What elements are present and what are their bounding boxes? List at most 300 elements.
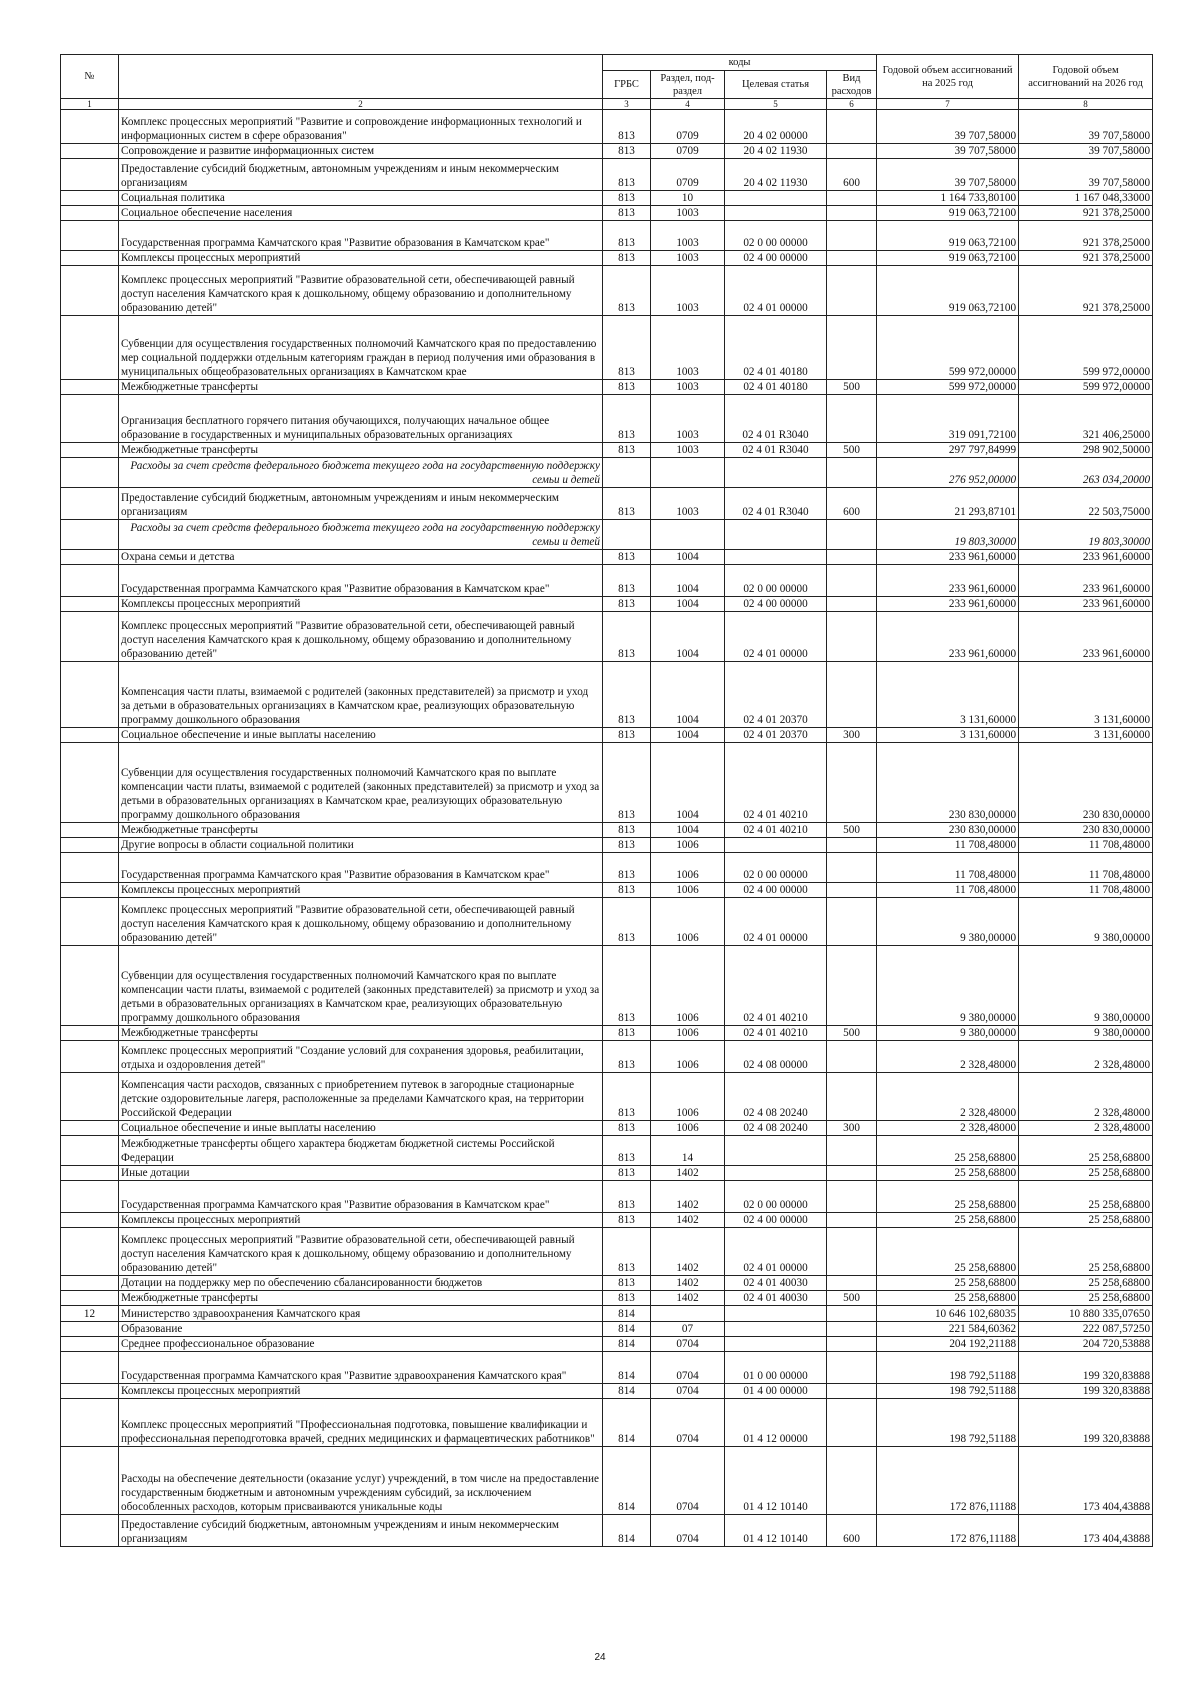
row-name: Государственная программа Камчатского края "Развитие образования в Камчатском крае" — [119, 565, 603, 597]
row-grbs: 813 — [603, 1136, 651, 1166]
row-target-article — [725, 838, 827, 853]
row-amount-2025: 25 258,68800 — [877, 1213, 1019, 1228]
row-target-article: 01 4 12 10140 — [725, 1515, 827, 1547]
row-section: 1402 — [651, 1228, 725, 1276]
row-name: Социальное обеспечение и иные выплаты населению — [119, 728, 603, 743]
row-section — [651, 458, 725, 488]
row-expense-kind — [827, 612, 877, 662]
row-name: Государственная программа Камчатского края "Развитие здравоохранения Камчатского края" — [119, 1352, 603, 1384]
col-2026-header: Годовой объем ассигнований на 2026 год — [1019, 55, 1153, 99]
row-name: Предоставление субсидий бюджетным, автономным учреждениям и иным некоммерческим организациям — [119, 1515, 603, 1547]
row-amount-2026: 199 320,83888 — [1019, 1384, 1153, 1399]
row-name: Социальная политика — [119, 191, 603, 206]
row-target-article: 02 4 01 40030 — [725, 1276, 827, 1291]
row-expense-kind — [827, 946, 877, 1026]
row-expense-kind — [827, 898, 877, 946]
row-target-article: 02 4 00 00000 — [725, 251, 827, 266]
row-section: 14 — [651, 1136, 725, 1166]
row-section: 0704 — [651, 1515, 725, 1547]
row-section: 0704 — [651, 1337, 725, 1352]
row-amount-2026: 199 320,83888 — [1019, 1399, 1153, 1447]
row-amount-2026: 19 803,30000 — [1019, 520, 1153, 550]
row-target-article — [725, 1136, 827, 1166]
row-grbs: 813 — [603, 1291, 651, 1306]
row-target-article: 01 4 00 00000 — [725, 1384, 827, 1399]
row-grbs: 813 — [603, 946, 651, 1026]
row-section: 0709 — [651, 110, 725, 144]
row-target-article: 02 4 01 20370 — [725, 662, 827, 728]
row-expense-kind — [827, 110, 877, 144]
row-amount-2025: 3 131,60000 — [877, 662, 1019, 728]
row-expense-kind: 500 — [827, 823, 877, 838]
row-expense-kind — [827, 458, 877, 488]
row-number — [61, 380, 119, 395]
row-name: Комплекс процессных мероприятий "Развитие образовательной сети, обеспечивающей равный доступ населения Камчатского края к дошкольному, общему образованию и дополнительному образованию детей" — [119, 898, 603, 946]
table-row — [61, 1399, 1153, 1447]
row-grbs: 813 — [603, 1026, 651, 1041]
row-grbs: 814 — [603, 1399, 651, 1447]
row-amount-2025: 599 972,00000 — [877, 316, 1019, 380]
col-num-header: № — [61, 55, 119, 99]
row-amount-2025: 11 708,48000 — [877, 853, 1019, 883]
table-row — [61, 898, 1153, 946]
table-row — [61, 883, 1153, 898]
table-row — [61, 1337, 1153, 1352]
row-expense-kind: 500 — [827, 443, 877, 458]
row-number — [61, 1384, 119, 1399]
row-number — [61, 883, 119, 898]
row-target-article: 02 4 01 R3040 — [725, 443, 827, 458]
row-amount-2025: 9 380,00000 — [877, 1026, 1019, 1041]
row-expense-kind — [827, 266, 877, 316]
table-row — [61, 1291, 1153, 1306]
row-number — [61, 488, 119, 520]
row-amount-2025: 276 952,00000 — [877, 458, 1019, 488]
row-target-article: 02 4 01 R3040 — [725, 488, 827, 520]
row-name: Межбюджетные трансферты общего характера бюджетам бюджетной системы Российской Федерации — [119, 1136, 603, 1166]
row-grbs: 813 — [603, 221, 651, 251]
table-row — [61, 743, 1153, 823]
row-section: 1402 — [651, 1166, 725, 1181]
row-amount-2025: 198 792,51188 — [877, 1352, 1019, 1384]
row-amount-2026: 25 258,68800 — [1019, 1228, 1153, 1276]
table-row — [61, 1073, 1153, 1121]
row-name: Социальное обеспечение и иные выплаты населению — [119, 1121, 603, 1136]
row-number — [61, 191, 119, 206]
row-expense-kind — [827, 221, 877, 251]
row-amount-2026: 39 707,58000 — [1019, 110, 1153, 144]
row-section: 1004 — [651, 597, 725, 612]
row-target-article: 02 4 01 40210 — [725, 743, 827, 823]
row-target-article: 02 4 01 40210 — [725, 946, 827, 1026]
row-number — [61, 898, 119, 946]
row-grbs: 813 — [603, 191, 651, 206]
row-amount-2025: 919 063,72100 — [877, 206, 1019, 221]
row-expense-kind — [827, 1213, 877, 1228]
row-name: Комплекс процессных мероприятий "Профессиональная подготовка, повышение квалификации и профессиональная переподготовка врачей, средних медицинских и фармацевтических работников" — [119, 1399, 603, 1447]
row-expense-kind — [827, 191, 877, 206]
table-row — [61, 251, 1153, 266]
row-section: 1006 — [651, 1026, 725, 1041]
row-name: Сопровождение и развитие информационных систем — [119, 144, 603, 159]
row-expense-kind — [827, 743, 877, 823]
table-row — [61, 1213, 1153, 1228]
row-grbs: 814 — [603, 1384, 651, 1399]
row-grbs: 813 — [603, 488, 651, 520]
row-grbs: 814 — [603, 1337, 651, 1352]
row-expense-kind — [827, 853, 877, 883]
row-number — [61, 1073, 119, 1121]
row-target-article: 02 0 00 00000 — [725, 853, 827, 883]
row-grbs: 813 — [603, 853, 651, 883]
row-section: 0704 — [651, 1447, 725, 1515]
row-amount-2025: 25 258,68800 — [877, 1291, 1019, 1306]
row-amount-2025: 233 961,60000 — [877, 550, 1019, 565]
row-amount-2026: 11 708,48000 — [1019, 838, 1153, 853]
table-row — [61, 316, 1153, 380]
row-amount-2025: 2 328,48000 — [877, 1121, 1019, 1136]
row-name: Государственная программа Камчатского края "Развитие образования в Камчатском крае" — [119, 1181, 603, 1213]
row-expense-kind — [827, 550, 877, 565]
row-section: 1004 — [651, 565, 725, 597]
row-amount-2026: 1 167 048,33000 — [1019, 191, 1153, 206]
row-name: Комплексы процессных мероприятий — [119, 251, 603, 266]
row-grbs: 813 — [603, 1213, 651, 1228]
row-expense-kind — [827, 1306, 877, 1322]
row-section: 1006 — [651, 838, 725, 853]
row-name: Социальное обеспечение населения — [119, 206, 603, 221]
row-name: Компенсация части расходов, связанных с приобретением путевок в загородные стационарные детские оздоровительные лагеря, расположенные за пределами Камчатского края, на территории Российской Федерации — [119, 1073, 603, 1121]
row-target-article — [725, 1306, 827, 1322]
row-amount-2026: 3 131,60000 — [1019, 662, 1153, 728]
row-name: Межбюджетные трансферты — [119, 1026, 603, 1041]
table-row — [61, 380, 1153, 395]
row-number — [61, 251, 119, 266]
row-name: Другие вопросы в области социальной политики — [119, 838, 603, 853]
row-name: Субвенции для осуществления государственных полномочий Камчатского края по предоставлению мер социальной поддержки отдельным категориям граждан в период получения ими образования в муниципальных общеобразовательных организациях в Камчатском крае — [119, 316, 603, 380]
row-grbs: 813 — [603, 1041, 651, 1073]
row-section: 1006 — [651, 853, 725, 883]
row-grbs: 813 — [603, 251, 651, 266]
row-target-article: 02 0 00 00000 — [725, 1181, 827, 1213]
row-name: Дотации на поддержку мер по обеспечению сбалансированности бюджетов — [119, 1276, 603, 1291]
row-target-article — [725, 191, 827, 206]
row-section: 1006 — [651, 898, 725, 946]
row-grbs: 813 — [603, 823, 651, 838]
col-name-header — [119, 55, 603, 99]
row-amount-2025: 21 293,87101 — [877, 488, 1019, 520]
row-name: Компенсация части платы, взимаемой с родителей (законных представителей) за присмотр и уход за детьми в образовательных организациях в Камчатском крае, реализующих образовательную программу дошкольного образования — [119, 662, 603, 728]
row-number — [61, 266, 119, 316]
row-grbs: 813 — [603, 743, 651, 823]
row-target-article — [725, 1166, 827, 1181]
row-expense-kind — [827, 1447, 877, 1515]
row-grbs: 813 — [603, 380, 651, 395]
row-target-article: 02 4 01 40210 — [725, 823, 827, 838]
row-amount-2026: 39 707,58000 — [1019, 144, 1153, 159]
row-target-article — [725, 550, 827, 565]
row-amount-2026: 199 320,83888 — [1019, 1352, 1153, 1384]
row-expense-kind: 300 — [827, 1121, 877, 1136]
row-number — [61, 853, 119, 883]
row-amount-2025: 25 258,68800 — [877, 1228, 1019, 1276]
row-amount-2026: 230 830,00000 — [1019, 823, 1153, 838]
table-row — [61, 838, 1153, 853]
row-number — [61, 1136, 119, 1166]
row-expense-kind — [827, 1276, 877, 1291]
row-amount-2025: 233 961,60000 — [877, 565, 1019, 597]
row-amount-2026: 921 378,25000 — [1019, 251, 1153, 266]
row-name: Межбюджетные трансферты — [119, 1291, 603, 1306]
row-amount-2026: 11 708,48000 — [1019, 883, 1153, 898]
row-grbs: 813 — [603, 728, 651, 743]
row-number: 12 — [61, 1306, 119, 1322]
row-expense-kind: 500 — [827, 380, 877, 395]
row-amount-2025: 172 876,11188 — [877, 1447, 1019, 1515]
row-amount-2026: 599 972,00000 — [1019, 380, 1153, 395]
row-number — [61, 1352, 119, 1384]
row-section: 1003 — [651, 266, 725, 316]
row-name: Межбюджетные трансферты — [119, 380, 603, 395]
row-number — [61, 1041, 119, 1073]
row-amount-2025: 230 830,00000 — [877, 823, 1019, 838]
table-row — [61, 1276, 1153, 1291]
row-section: 1006 — [651, 946, 725, 1026]
table-row — [61, 1515, 1153, 1547]
row-section: 1003 — [651, 488, 725, 520]
row-section — [651, 520, 725, 550]
row-amount-2026: 921 378,25000 — [1019, 206, 1153, 221]
row-number — [61, 946, 119, 1026]
row-amount-2026: 599 972,00000 — [1019, 316, 1153, 380]
table-row — [61, 488, 1153, 520]
row-name: Комплексы процессных мероприятий — [119, 597, 603, 612]
row-amount-2026: 233 961,60000 — [1019, 565, 1153, 597]
row-amount-2026: 173 404,43888 — [1019, 1515, 1153, 1547]
row-amount-2025: 198 792,51188 — [877, 1399, 1019, 1447]
row-target-article: 20 4 02 11930 — [725, 144, 827, 159]
row-grbs: 814 — [603, 1515, 651, 1547]
row-section: 1402 — [651, 1181, 725, 1213]
row-expense-kind: 600 — [827, 488, 877, 520]
row-number — [61, 443, 119, 458]
table-row — [61, 443, 1153, 458]
row-number — [61, 1276, 119, 1291]
row-expense-kind: 500 — [827, 1291, 877, 1306]
row-grbs: 814 — [603, 1306, 651, 1322]
row-section: 1003 — [651, 443, 725, 458]
row-amount-2026: 321 406,25000 — [1019, 395, 1153, 443]
col-number: 1 — [61, 99, 119, 110]
row-number — [61, 1515, 119, 1547]
row-amount-2025: 25 258,68800 — [877, 1276, 1019, 1291]
row-expense-kind — [827, 1073, 877, 1121]
row-amount-2026: 921 378,25000 — [1019, 266, 1153, 316]
row-name: Комплексы процессных мероприятий — [119, 1384, 603, 1399]
row-name: Комплекс процессных мероприятий "Развитие образовательной сети, обеспечивающей равный доступ населения Камчатского края к дошкольному, общему образованию и дополнительному образованию детей" — [119, 266, 603, 316]
row-number — [61, 110, 119, 144]
row-amount-2025: 25 258,68800 — [877, 1166, 1019, 1181]
table-row — [61, 458, 1153, 488]
row-number — [61, 1228, 119, 1276]
row-number — [61, 662, 119, 728]
row-section: 1006 — [651, 1121, 725, 1136]
row-number — [61, 458, 119, 488]
row-target-article — [725, 1322, 827, 1337]
row-expense-kind: 600 — [827, 159, 877, 191]
row-grbs: 813 — [603, 662, 651, 728]
row-amount-2026: 25 258,68800 — [1019, 1276, 1153, 1291]
row-amount-2025: 1 164 733,80100 — [877, 191, 1019, 206]
row-number — [61, 1291, 119, 1306]
row-section: 1004 — [651, 823, 725, 838]
table-row — [61, 550, 1153, 565]
row-number — [61, 221, 119, 251]
row-amount-2026: 2 328,48000 — [1019, 1073, 1153, 1121]
row-name: Комплекс процессных мероприятий "Развитие образовательной сети, обеспечивающей равный доступ населения Камчатского края к дошкольному, общему образованию и дополнительному образованию детей" — [119, 1228, 603, 1276]
row-expense-kind — [827, 1352, 877, 1384]
budget-table — [60, 54, 1153, 1547]
row-section: 1003 — [651, 221, 725, 251]
row-amount-2026: 233 961,60000 — [1019, 550, 1153, 565]
row-expense-kind — [827, 1322, 877, 1337]
table-row — [61, 191, 1153, 206]
row-name: Расходы на обеспечение деятельности (оказание услуг) учреждений, в том числе на предоставление государственным бюджетным и автономным учреждениям субсидий, за исключением обособленных расходов, которым присваиваются уникальные коды — [119, 1447, 603, 1515]
row-number — [61, 823, 119, 838]
row-grbs: 814 — [603, 1447, 651, 1515]
row-section: 1402 — [651, 1291, 725, 1306]
row-expense-kind — [827, 316, 877, 380]
col-number: 7 — [877, 99, 1019, 110]
row-target-article: 20 4 02 00000 — [725, 110, 827, 144]
row-amount-2026: 25 258,68800 — [1019, 1181, 1153, 1213]
table-row — [61, 728, 1153, 743]
row-section — [651, 1306, 725, 1322]
row-name: Предоставление субсидий бюджетным, автономным учреждениям и иным некоммерческим организациям — [119, 159, 603, 191]
row-target-article: 02 4 08 00000 — [725, 1041, 827, 1073]
row-target-article — [725, 1337, 827, 1352]
row-name: Расходы за счет средств федерального бюджета текущего года на государственную поддержку семьи и детей — [119, 520, 603, 550]
row-amount-2025: 9 380,00000 — [877, 898, 1019, 946]
col-2025-header: Годовой объем ассигнований на 2025 год — [877, 55, 1019, 99]
row-section: 1004 — [651, 743, 725, 823]
row-expense-kind — [827, 1384, 877, 1399]
row-amount-2026: 3 131,60000 — [1019, 728, 1153, 743]
row-expense-kind — [827, 144, 877, 159]
row-expense-kind — [827, 1041, 877, 1073]
table-row — [61, 1026, 1153, 1041]
row-amount-2026: 25 258,68800 — [1019, 1213, 1153, 1228]
row-amount-2025: 25 258,68800 — [877, 1136, 1019, 1166]
row-grbs: 814 — [603, 1352, 651, 1384]
row-name: Среднее профессиональное образование — [119, 1337, 603, 1352]
row-amount-2025: 11 708,48000 — [877, 838, 1019, 853]
row-section: 1003 — [651, 316, 725, 380]
row-target-article: 02 4 00 00000 — [725, 1213, 827, 1228]
row-amount-2025: 230 830,00000 — [877, 743, 1019, 823]
row-section: 1003 — [651, 206, 725, 221]
table-row — [61, 1166, 1153, 1181]
row-section: 0709 — [651, 159, 725, 191]
table-row — [61, 110, 1153, 144]
col-number: 3 — [603, 99, 651, 110]
row-section: 1006 — [651, 883, 725, 898]
row-amount-2025: 919 063,72100 — [877, 266, 1019, 316]
row-amount-2026: 25 258,68800 — [1019, 1136, 1153, 1166]
row-amount-2026: 230 830,00000 — [1019, 743, 1153, 823]
row-grbs: 813 — [603, 1073, 651, 1121]
row-amount-2026: 263 034,20000 — [1019, 458, 1153, 488]
row-section: 0704 — [651, 1352, 725, 1384]
row-number — [61, 395, 119, 443]
row-expense-kind — [827, 565, 877, 597]
row-grbs: 813 — [603, 1121, 651, 1136]
col-number: 5 — [725, 99, 827, 110]
row-number — [61, 1213, 119, 1228]
table-row — [61, 1384, 1153, 1399]
row-section: 1402 — [651, 1276, 725, 1291]
row-grbs — [603, 520, 651, 550]
row-expense-kind — [827, 251, 877, 266]
row-expense-kind — [827, 1228, 877, 1276]
table-row — [61, 612, 1153, 662]
row-amount-2026: 173 404,43888 — [1019, 1447, 1153, 1515]
row-name: Комплекс процессных мероприятий "Создание условий для сохранения здоровья, реабилитации, отдыха и оздоровления детей" — [119, 1041, 603, 1073]
col-number: 2 — [119, 99, 603, 110]
row-expense-kind — [827, 1136, 877, 1166]
row-section: 07 — [651, 1322, 725, 1337]
row-section: 1004 — [651, 728, 725, 743]
row-target-article: 02 4 01 40030 — [725, 1291, 827, 1306]
table-row — [61, 853, 1153, 883]
row-section: 1004 — [651, 612, 725, 662]
row-target-article — [725, 458, 827, 488]
row-name: Предоставление субсидий бюджетным, автономным учреждениям и иным некоммерческим организациям — [119, 488, 603, 520]
row-section: 0709 — [651, 144, 725, 159]
row-amount-2025: 919 063,72100 — [877, 251, 1019, 266]
table-row — [61, 144, 1153, 159]
row-name: Министерство здравоохранения Камчатского края — [119, 1306, 603, 1322]
row-grbs — [603, 458, 651, 488]
row-target-article: 01 0 00 00000 — [725, 1352, 827, 1384]
row-grbs: 813 — [603, 159, 651, 191]
row-target-article: 02 4 01 00000 — [725, 612, 827, 662]
row-grbs: 813 — [603, 565, 651, 597]
row-amount-2025: 919 063,72100 — [877, 221, 1019, 251]
row-number — [61, 728, 119, 743]
col-number: 8 — [1019, 99, 1153, 110]
row-grbs: 813 — [603, 550, 651, 565]
row-grbs: 813 — [603, 597, 651, 612]
page-number: 24 — [594, 1652, 606, 1663]
row-target-article — [725, 520, 827, 550]
col-number: 4 — [651, 99, 725, 110]
row-expense-kind — [827, 520, 877, 550]
row-number — [61, 1121, 119, 1136]
row-amount-2025: 297 797,84999 — [877, 443, 1019, 458]
row-section: 1003 — [651, 380, 725, 395]
table-row — [61, 1136, 1153, 1166]
row-grbs: 813 — [603, 395, 651, 443]
row-amount-2026: 2 328,48000 — [1019, 1041, 1153, 1073]
row-amount-2026: 222 087,57250 — [1019, 1322, 1153, 1337]
row-name: Субвенции для осуществления государственных полномочий Камчатского края по выплате компенсации части платы, взимаемой с родителей (законных представителей) за присмотр и уход за детьми в образовательных организациях в Камчатском крае, реализующих образовательную программу дошкольного образования — [119, 743, 603, 823]
row-number — [61, 1447, 119, 1515]
row-name: Комплекс процессных мероприятий "Развитие и сопровождение информационных технологий и информационных систем в сфере образования" — [119, 110, 603, 144]
row-number — [61, 520, 119, 550]
row-target-article — [725, 206, 827, 221]
row-amount-2025: 19 803,30000 — [877, 520, 1019, 550]
